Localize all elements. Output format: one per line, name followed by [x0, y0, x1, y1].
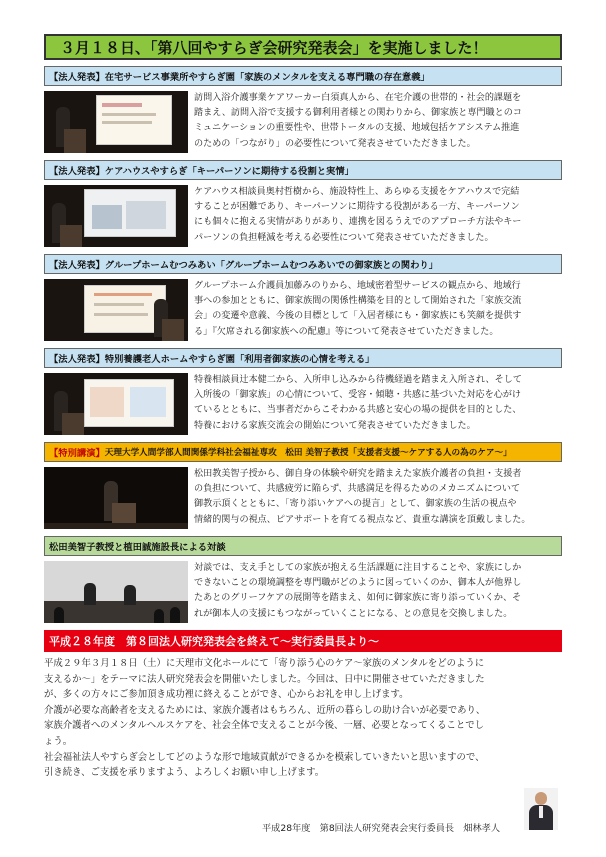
photo-lecture — [44, 467, 188, 529]
text-line: ミュニケーションの重要性や、世帯トータルの支援、地域包括ケアシステム推進 — [194, 123, 520, 134]
text-line: 情緒的関与の視点、ピアサポートを育てる視点など、貴重な講演を頂戴しました。 — [194, 514, 531, 525]
section-heading-3 — [44, 254, 562, 274]
photo-presentation-1 — [44, 91, 188, 153]
text-line: ょう。 — [44, 735, 73, 747]
text-line: る」『欠席される御家族への配慮』等について発表させていただきました。 — [194, 326, 499, 337]
section-tag: 【法人発表】 — [49, 166, 105, 177]
text-line: にも個々に抱える実情がありがあり、連携を図るうえでのアプローチ方法やキー — [194, 217, 522, 228]
section-title: グループホームむつみあい「グループホームむつみあいでの御家族との関わり」 — [104, 260, 438, 271]
text-line: 特養相談員辻本健二から、入所申し込みから待機経過を踏まえ入所され、そして — [194, 375, 522, 385]
text-line: 踏まえ、訪問入浴で支援する御利用者様との関わりから、御家族と専門職とのコ — [194, 108, 522, 119]
photo-presentation-4 — [44, 373, 188, 435]
closing-title: 平成２８年度 第８回法人研究発表会を終えて～実行委員長より～ — [49, 635, 379, 648]
section-text-4 — [188, 373, 562, 437]
text-line: れが御本人の支援にもつながっていくことになる、との意見を交換しました。 — [194, 608, 513, 619]
closing-text — [44, 656, 514, 781]
section-body-4 — [44, 373, 562, 437]
section-heading-4 — [44, 348, 562, 368]
section-body-3 — [44, 279, 562, 343]
text-line: たあとのグリーフケアの展開等を踏まえ、如何に御家族に寄り添っていくか、そ — [194, 593, 522, 604]
section-title: 松田美智子教授と植田誠施設長による対談 — [49, 542, 226, 553]
section-title: ケアハウスやすらぎ「キーパーソンに期待する役割と実情」 — [104, 166, 354, 177]
section-body-1 — [44, 91, 562, 155]
text-line: が、多くの方々にご参加頂き成功裡に終えることができ、心からお礼を申し上げます。 — [44, 689, 409, 701]
section-heading-2 — [44, 160, 562, 180]
text-line: グループホーム介護員加藤みのりから、地域密着型サービスの観点から、地域行 — [194, 281, 521, 291]
text-line: 御教示頂くとともに、「寄り添いケアへの提言」として、御家族の生活の視点や — [194, 499, 517, 510]
newsletter-page — [44, 34, 562, 781]
section-tag: 【特別講演】 — [49, 448, 105, 459]
text-line: 事への参加とともに、御家族間の関係性構築を目的として開始された「家族交流 — [194, 296, 522, 307]
text-line: のための「つながり」の必要性について発表させていただきました。 — [194, 138, 476, 149]
section-text-3 — [188, 279, 562, 343]
section-body-6 — [44, 561, 562, 625]
section-tag: 【法人発表】 — [49, 354, 105, 365]
photo-dialogue — [44, 561, 188, 623]
text-line: 支えるか～」をテーマに法人研究発表会を開催いたしました。今回は、日中に開催させていただきました — [44, 673, 485, 685]
text-line: 対談では、支え手としての家族が抱える生活課題に注目することや、家族にしか — [194, 563, 522, 573]
closing-heading — [44, 630, 562, 652]
text-line: 会」の変遷や意義、今後の目標として「入居者様にも・御家族にも笑顔を提供す — [194, 311, 522, 322]
page-banner — [44, 34, 562, 60]
section-body-5 — [44, 467, 562, 531]
text-line: 訪問入浴介護事業ケアワーカー白須真人から、在宅介護の世帯的・社会的課題を — [194, 93, 522, 103]
section-heading-1 — [44, 66, 562, 86]
section-text-1 — [188, 91, 562, 155]
text-line: 入所後の「御家族」の心情について、受容・傾聴・共感に基づいた対応を心がけ — [194, 390, 522, 401]
text-line: ケアハウス相談員奥村哲樹から、施設特性上、あらゆる支援をケアハウスで完結 — [194, 187, 520, 197]
text-line: できないことの環境調整を専門職がどのように図っていくのか、御本人が他界し — [194, 578, 522, 589]
section-tag: 【法人発表】 — [49, 260, 105, 271]
chairman-portrait — [524, 788, 558, 830]
section-body-2 — [44, 185, 562, 249]
text-line: 平成２９年３月１８日（土）に天理市文化ホールにて「寄り添う心のケア～家族のメンタルをどのように — [44, 658, 485, 669]
section-title: 特別養護老人ホームやすらぎ園「利用者御家族の心情を考える」 — [104, 354, 375, 365]
text-line: 社会福祉法人やすらぎ会としてどのような形で地域貢献ができるかを模索していきたいと思いますので、 — [44, 751, 485, 763]
section-heading-6 — [44, 536, 562, 556]
text-line: 家族介護者へのメンタルヘルスケアを、社会全体で支えることが今後、一層、必要となってくることでし — [44, 720, 484, 732]
banner-title: ３月１８日、「第八回やすらぎ会研究発表会」を実施しました！ — [60, 38, 488, 57]
section-title: 在宅サービス事業所やすらぎ園「家族のメンタルを支える専門職の存在意義」 — [104, 72, 430, 83]
photo-presentation-3 — [44, 279, 188, 341]
text-line: 松田教美智子授から、御自身の体験や研究を踏まえた家族介護者の負担・支援者 — [194, 469, 522, 479]
section-text-2 — [188, 185, 562, 249]
section-title: 天理大学人間学部人間関係学科社会福祉専攻 松田 美智子教授「支援者支援～ケアする人の為のケア～」 — [104, 448, 512, 458]
text-line: ているとともに、当事者だからこそわかる共感と安心の場の提供を目的とした、 — [194, 405, 522, 416]
signature: 平成28年度 第8回法人研究発表会実行委員長 畑林孝人 — [262, 823, 501, 834]
photo-presentation-2 — [44, 185, 188, 247]
section-tag: 【法人発表】 — [49, 72, 105, 83]
section-heading-5 — [44, 442, 562, 462]
text-line: パーソンの負担軽減を考える必要性について発表させていただきました。 — [194, 232, 494, 243]
text-line: の負担について、共感疲労に陥らず、共感満足を得るためのメカニズムについて — [194, 484, 521, 495]
text-line: することが困難であり、キーパーソンに期待する役割がある一方、キーパーソン — [194, 202, 520, 213]
text-line: 引き続き、ご支援を承りますよう、よろしくお願い申し上げます。 — [44, 767, 325, 779]
text-line: 特養における家族交流会の開始について発表させていただきました。 — [194, 420, 476, 431]
section-text-6 — [188, 561, 562, 625]
text-line: 介護が必要な高齢者を支えるためには、家族介護者はもちろん、近所の暮らしの助け合いが必要であり、 — [44, 704, 486, 716]
section-text-5 — [188, 467, 562, 531]
